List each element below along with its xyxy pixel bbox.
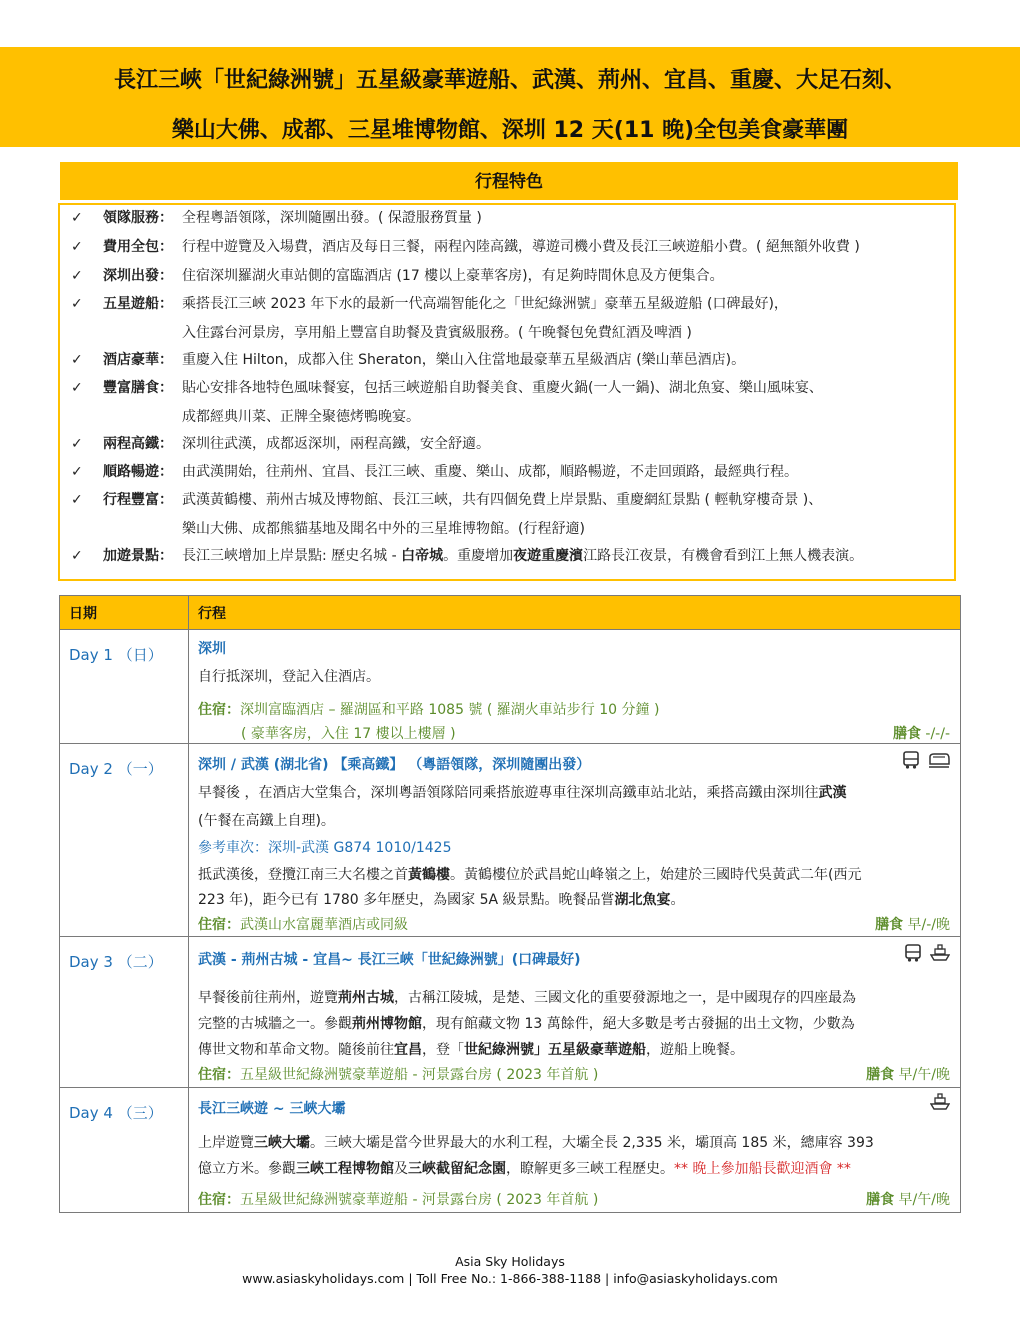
feature-label: 順路暢遊： — [103, 464, 173, 480]
transport-icons — [900, 943, 950, 963]
welcome-party-note: ** 晚上參加船長歡迎酒會 ** — [674, 1161, 851, 1177]
text-part: 223 年)，距今已有 1780 多年歷史，為國家 5A 級景點。晚餐品嘗 — [198, 892, 615, 908]
feature-text: 重慶入住 Hilton，成都入住 Sheraton，樂山入住當地最豪華五星級酒店 (樂山華邑酒店)。 — [182, 352, 746, 368]
day-content — [189, 1088, 961, 1213]
feature-label: 酒店豪華： — [103, 352, 173, 368]
meal-info — [893, 723, 950, 743]
day-text — [198, 1158, 851, 1178]
stay-label: 住宿： — [198, 917, 240, 933]
text-part: ，遊船上晚餐。 — [646, 1042, 744, 1058]
meal-text: 早/午/晚 — [894, 1192, 950, 1208]
text-part: ，現有館藏文物 13 萬餘件，絕大多數是考古發掘的出土文物，少數為 — [422, 1016, 855, 1032]
table-row — [60, 630, 961, 744]
text-part: 。黃鶴樓位於武昌蛇山峰嶺之上，始建於三國時代吳黃武二年(西元 — [450, 867, 862, 883]
stay-text: 五星級世紀綠洲號豪華遊船 - 河景露台房 ( 2023 年首航 ) — [240, 1067, 599, 1083]
meal-label: 膳食 — [875, 917, 904, 933]
text-part: 上岸遊覽 — [198, 1135, 254, 1151]
day-label: Day 2 （一） — [60, 744, 189, 937]
day-text — [198, 889, 685, 909]
stay-line — [198, 1189, 598, 1209]
day-text: 自行抵深圳，登記入住酒店。 — [198, 669, 380, 685]
day-title: 武漢 - 荊州古城 - 宜昌~ 長江三峽「世紀綠洲號」(口碑最好) — [198, 952, 581, 968]
check-icon: ✓ — [71, 239, 83, 255]
meal-label: 膳食 — [892, 726, 921, 742]
feature-text-cont: 入住露台河景房，享用船上豐富自助餐及貴賓級服務。( 午晚餐包免費紅酒及啤酒 ) — [182, 325, 692, 341]
day-text — [198, 1013, 855, 1033]
text-bold: 荊州博物館 — [352, 1016, 422, 1032]
feature-label: 行程豐富： — [103, 492, 173, 508]
day-content — [189, 744, 961, 937]
text-bold: 三峽大壩 — [254, 1135, 310, 1151]
meal-info — [866, 1189, 950, 1209]
text-bold: 三峽工程博物館 — [296, 1161, 394, 1177]
day-text: (午餐在高鐵上自理)。 — [198, 813, 335, 829]
day-label: Day 4 （三） — [60, 1088, 189, 1213]
features-heading: 行程特色 — [60, 162, 958, 200]
feature-text: 武漢黃鶴樓、荊州古城及博物館、長江三峽，共有四個免費上岸景點、重慶網紅景點 ( 輕軌穿樓奇景 )、 — [182, 492, 823, 508]
day-text — [198, 987, 856, 1007]
text-part: ，登「 — [422, 1042, 464, 1058]
text-bold: 夜遊重慶濱 — [513, 548, 584, 564]
table-header — [60, 596, 961, 630]
feature-text: 全程粵語領隊，深圳隨團出發。( 保證服務質量 ) — [182, 210, 482, 226]
stay-line-2: ( 豪華客房，入住 17 樓以上樓層 ) — [241, 726, 456, 742]
day-label: Day 3 （二） — [60, 937, 189, 1088]
day-label: Day 1 （日） — [60, 630, 189, 744]
header-plan: 行程 — [189, 596, 961, 630]
page-title-line-2: 樂山大佛、成都、三星堆博物館、深圳 12 天(11 晚)全包美食豪華團 — [171, 118, 849, 143]
table-row — [60, 1088, 961, 1213]
itinerary-table — [59, 595, 961, 1213]
meal-text: -/-/- — [920, 726, 950, 742]
meal-info — [875, 914, 950, 934]
check-icon: ✓ — [71, 268, 83, 284]
text-part: 傳世文物和革命文物。隨後前往 — [198, 1042, 394, 1058]
day-content — [189, 630, 961, 744]
day-content — [189, 937, 961, 1088]
meal-info — [866, 1064, 950, 1084]
text-part: 完整的古城牆之一。參觀 — [198, 1016, 352, 1032]
feature-text: 乘搭長江三峽 2023 年下水的最新一代高端智能化之「世紀綠洲號」豪華五星級遊船 (口碑最好)， — [182, 296, 788, 312]
feature-text-cont: 樂山大佛、成都熊貓基地及聞名中外的三星堆博物館。(行程舒適) — [182, 521, 585, 537]
text-bold: 黃鶴樓 — [408, 867, 450, 883]
text-part: 早餐後 ，在酒店大堂集合，深圳粵語領隊陪同乘搭旅遊專車往深圳高鐵車站北站，乘搭高鐵由深圳往 — [198, 785, 819, 801]
day-text — [198, 1039, 744, 1059]
table-row — [60, 744, 961, 937]
check-icon: ✓ — [71, 210, 83, 226]
day-title: 深圳 — [198, 641, 226, 657]
stay-text: 五星級世紀綠洲號豪華遊船 - 河景露台房 ( 2023 年首航 ) — [240, 1192, 599, 1208]
text-part: 早餐後前往荊州，遊覽 — [198, 990, 338, 1006]
day-text — [198, 1132, 874, 1152]
meal-text: 早/-/晚 — [903, 917, 950, 933]
text-part: 長江三峽增加上岸景點: 歷史名城 - — [182, 548, 402, 564]
check-icon: ✓ — [71, 548, 83, 564]
feature-label: 費用全包： — [103, 239, 173, 255]
bus-icon — [902, 750, 920, 770]
text-bold: 宜昌 — [394, 1042, 422, 1058]
check-icon: ✓ — [71, 464, 83, 480]
train-icon — [928, 750, 950, 770]
check-icon: ✓ — [71, 352, 83, 368]
text-part: 億立方米。參觀 — [198, 1161, 296, 1177]
meal-text: 早/午/晚 — [894, 1067, 950, 1083]
check-icon: ✓ — [71, 296, 83, 312]
bus-icon — [904, 943, 922, 963]
train-reference: 參考車次：深圳-武漢 G874 1010/1425 — [198, 840, 452, 856]
text-part: 。三峽大壩是當今世界最大的水利工程，大壩全長 2,335 米，壩頂高 185 米，總庫容 393 — [310, 1135, 874, 1151]
feature-text-cont: 成都經典川菜、正牌全聚德烤鴨晚宴。 — [182, 409, 420, 425]
check-icon: ✓ — [71, 380, 83, 396]
ship-icon — [930, 943, 950, 963]
feature-text: 住宿深圳羅湖火車站側的富臨酒店 (17 樓以上豪華客房)，有足夠時間休息及方便集合。 — [182, 268, 724, 284]
header-date: 日期 — [60, 596, 189, 630]
footer-contact: www.asiaskyholidays.com | Toll Free No.: 1-866-388-1188 | info@asiaskyholidays.com — [242, 1271, 778, 1286]
day-title: 深圳 / 武漢 (湖北省) 【乘高鐵】 （粵語領隊，深圳隨團出發） — [198, 757, 591, 773]
footer-company: Asia Sky Holidays — [455, 1254, 565, 1269]
text-bold: 世紀綠洲號」五星級豪華遊船 — [464, 1042, 646, 1058]
text-part: 。 — [670, 892, 685, 908]
stay-line — [198, 914, 408, 934]
meal-label: 膳食 — [866, 1192, 895, 1208]
stay-label: 住宿： — [198, 1067, 240, 1083]
stay-label: 住宿： — [198, 702, 240, 718]
day-text — [198, 864, 861, 884]
feature-label: 深圳出發： — [103, 268, 173, 284]
stay-text: 武漢山水富麗華酒店或同級 — [240, 917, 408, 933]
stay-label: 住宿： — [198, 1192, 240, 1208]
title-banner — [0, 47, 1020, 147]
stay-text: 深圳富臨酒店 – 羅湖區和平路 1085 號 ( 羅湖火車站步行 10 分鐘 ) — [240, 702, 660, 718]
transport-icons — [898, 750, 950, 770]
text-part: 江路長江夜景，有機會看到江上無人機表演。 — [583, 548, 864, 564]
text-bold: 湖北魚宴 — [614, 892, 671, 908]
feature-text: 深圳往武漢，成都返深圳，兩程高鐵，安全舒適。 — [182, 436, 490, 452]
check-icon: ✓ — [71, 492, 83, 508]
text-bold: 荊州古城 — [338, 990, 394, 1006]
feature-text: 由武漢開始，往荊州、宜昌、長江三峽、重慶、樂山、成都，順路暢遊，不走回頭路，最經典行程。 — [182, 464, 798, 480]
text-part: 。重慶增加 — [443, 548, 514, 564]
feature-label: 加遊景點： — [103, 548, 173, 564]
stay-line — [198, 1064, 598, 1084]
page-title-line-1: 長江三峽「世紀綠洲號」五星級豪華遊船、武漢、荊州、宜昌、重慶、大足石刻、 — [113, 68, 906, 93]
text-bold: 白帝城 — [401, 548, 444, 564]
ship-icon — [930, 1092, 950, 1112]
feature-text — [182, 543, 863, 570]
table-row — [60, 937, 961, 1088]
stay-line — [198, 699, 659, 719]
day-title: 長江三峽遊 ~ 三峽大壩 — [198, 1101, 346, 1117]
text-part: ，古稱江陵城，是楚、三國文化的重要發源地之一，是中國現存的四座最為 — [394, 990, 856, 1006]
feature-label: 豐富膳食： — [103, 380, 173, 396]
check-icon: ✓ — [71, 436, 83, 452]
text-bold: 三峽截留紀念園 — [408, 1161, 506, 1177]
feature-label: 兩程高鐵： — [103, 436, 173, 452]
feature-text: 行程中遊覽及入場費，酒店及每日三餐，兩程內陸高鐵，導遊司機小費及長江三峽遊船小費。( 絕無額外收費 ) — [182, 239, 860, 255]
text-part: 抵武漢後，登攬江南三大名樓之首 — [198, 867, 408, 883]
text-part: ，瞭解更多三峽工程歷史。 — [506, 1161, 674, 1177]
feature-label: 領隊服務： — [103, 210, 173, 226]
meal-label: 膳食 — [866, 1067, 895, 1083]
text-part: 及 — [394, 1161, 408, 1177]
text-bold: 武漢 — [818, 785, 847, 801]
day-text — [198, 782, 846, 802]
feature-text: 貼心安排各地特色風味餐宴，包括三峽遊船自助餐美食、重慶火鍋(一人一鍋)、湖北魚宴、樂山風味宴、 — [182, 380, 823, 396]
feature-label: 五星遊船： — [103, 296, 173, 312]
transport-icons — [926, 1092, 950, 1112]
